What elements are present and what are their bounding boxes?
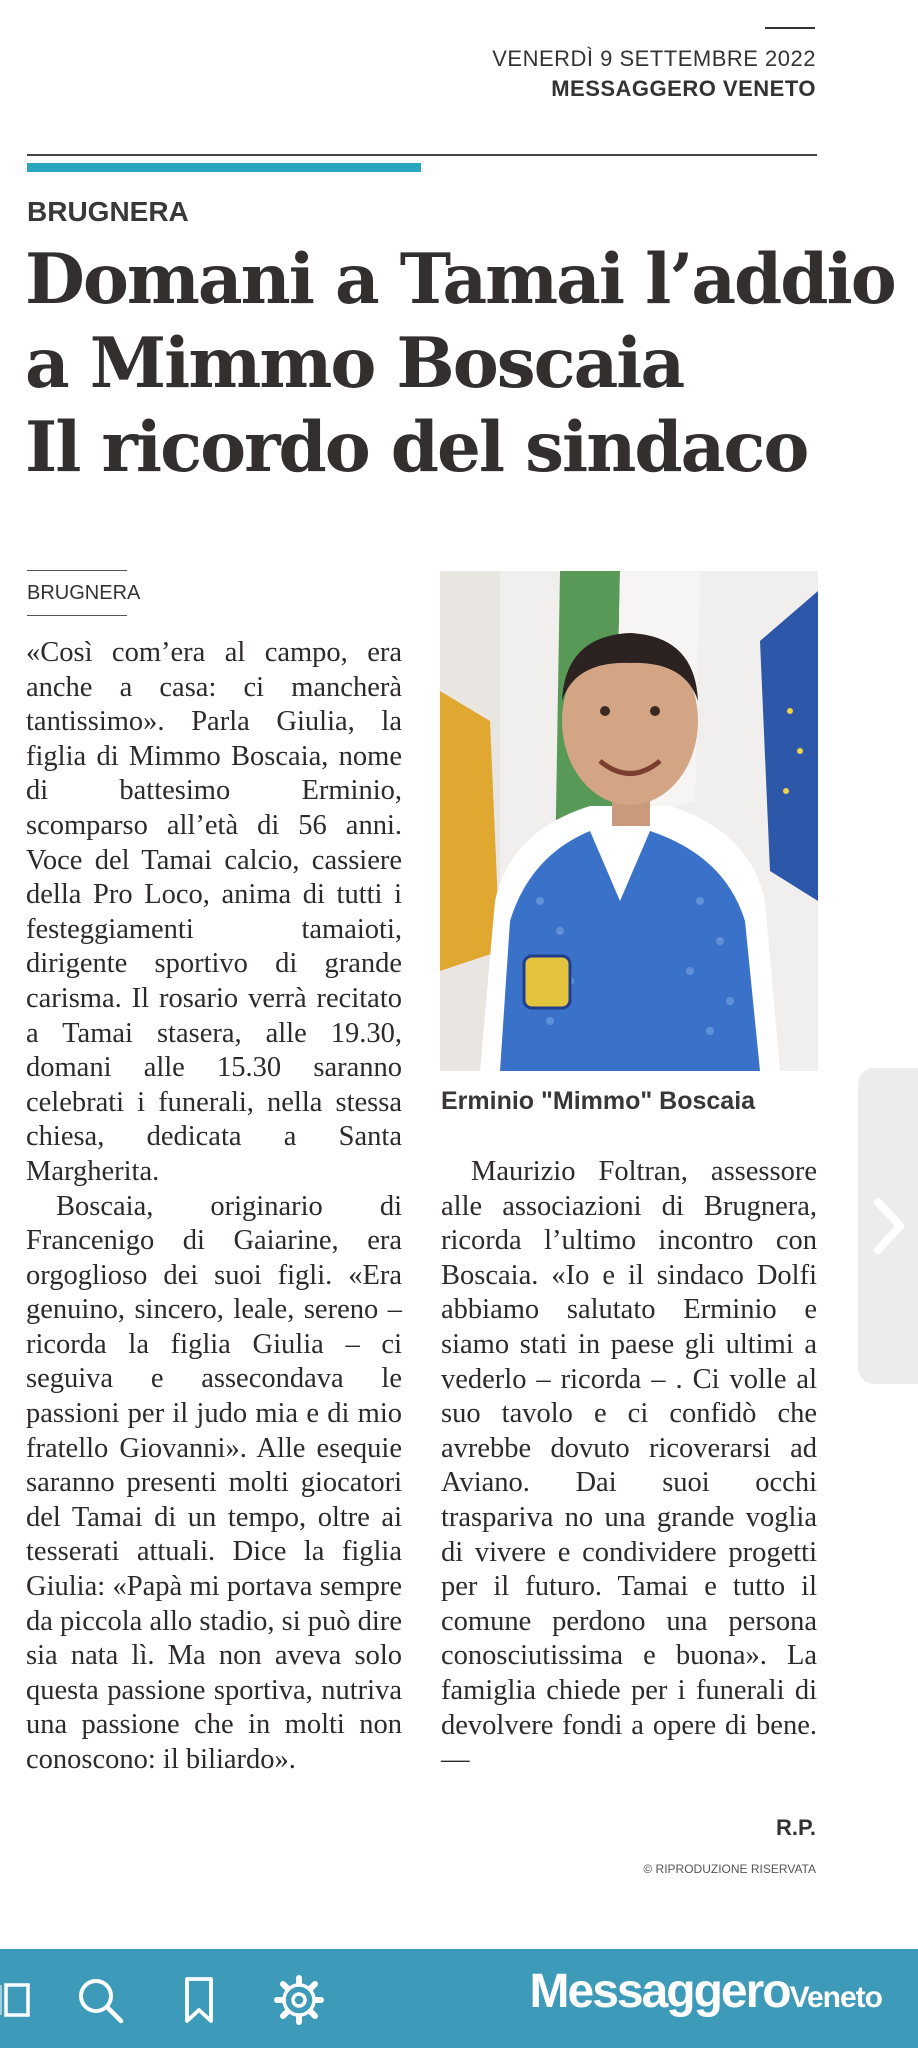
byline-rule-bottom [27, 615, 127, 616]
author-signature: R.P. [776, 1815, 816, 1840]
page-dateline [492, 46, 816, 102]
portrait-illustration [440, 571, 818, 1071]
brand-sub: Veneto [789, 1981, 882, 2014]
brand-logo [530, 1964, 882, 2019]
bookmark-icon[interactable] [172, 1973, 226, 2027]
body-paragraph: «Così com’era al campo, era anche a casa: ci mancherà tantissimo». Parla Giulia, la figlia di Mimmo Boscaia, nome di battesimo Erminio, scomparso all’età di 56 anni. Voce del Tamai calcio, cassiere della Pro Loco, anima di tutti i festeggiamenti tamaioti, dirigente sportivo di grande carisma. Il rosario verrà recitato a Tamai stasera, alle 19.30, domani alle 15.30 saranno celebrati i funerali, nella stessa chiesa, dedicata a Santa Margherita. [26, 637, 402, 1187]
settings-gear-icon[interactable] [272, 1973, 326, 2027]
article-body-right [441, 1155, 817, 1778]
header-divider [27, 154, 817, 156]
body-paragraph: Boscaia, originario di Francenigo di Gaiarine, era orgoglioso dei suoi figli. «Era genuino, sincero, leale, sereno – ricorda la figlia Giulia – ci seguiva e assecondava le passioni per il judo mia e di mio fratello Giovanni». Alle esequie saranno presenti molti giocatori del Tamai di un tempo, oltre ai tesserati attuali. Dice la figlia Giulia: «Papà mi portava sempre da piccola allo stadio, si può dire sia nata lì. Ma non aveva solo questa passione sportiva, nutriva una passione che in molti non conoscono: il biliardo». [26, 1190, 402, 1775]
byline: BRUGNERA [27, 582, 141, 604]
issue-date: VENERDÌ 9 SETTEMBRE 2022 [492, 46, 816, 71]
body-paragraph: Maurizio Foltran, assessore alle associazioni di Brugnera, ricorda l’ultimo incontro con Boscaia. «Io e il sindaco Dolfi abbiamo salutato Erminio e siamo stati in paese gli ultimi a vederlo – ricorda – . Ci volle al suo tavolo e ci confidò che avrebbe dovuto ricoverarsi ad Aviano. Dai suoi occhi traspariva no una grande voglia di vivere e condividere progetti per il futuro. Tamai e tutto il comune perdono una persona conosciutissima e buona». La famiglia chiede per i funerali di devolvere fondi a opere di bene. — [441, 1156, 817, 1776]
headline-line-1: Domani a Tamai l’addio [25, 239, 895, 320]
search-icon[interactable] [73, 1973, 127, 2027]
article-photo [440, 571, 818, 1071]
top-rule-short [765, 27, 815, 29]
byline-block [27, 570, 141, 616]
brand-main: Messaggero [529, 1965, 790, 2018]
accent-bar [27, 163, 421, 172]
article-body-left [26, 636, 402, 1778]
pages-icon[interactable] [0, 1973, 46, 2027]
chevron-right-icon [872, 1196, 906, 1256]
headline-line-2: a Mimmo Boscaia [25, 323, 684, 404]
article-kicker: BRUGNERA [27, 196, 189, 227]
publication-name: MESSAGGERO VENETO [551, 76, 816, 101]
next-page-tab[interactable] [858, 1068, 918, 1384]
copyright-notice: © RIPRODUZIONE RISERVATA [643, 1862, 816, 1876]
article-headline [25, 238, 895, 490]
bottom-toolbar [0, 1949, 918, 2048]
photo-caption: Erminio "Mimmo" Boscaia [441, 1087, 756, 1115]
headline-line-3: Il ricordo del sindaco [25, 407, 808, 488]
